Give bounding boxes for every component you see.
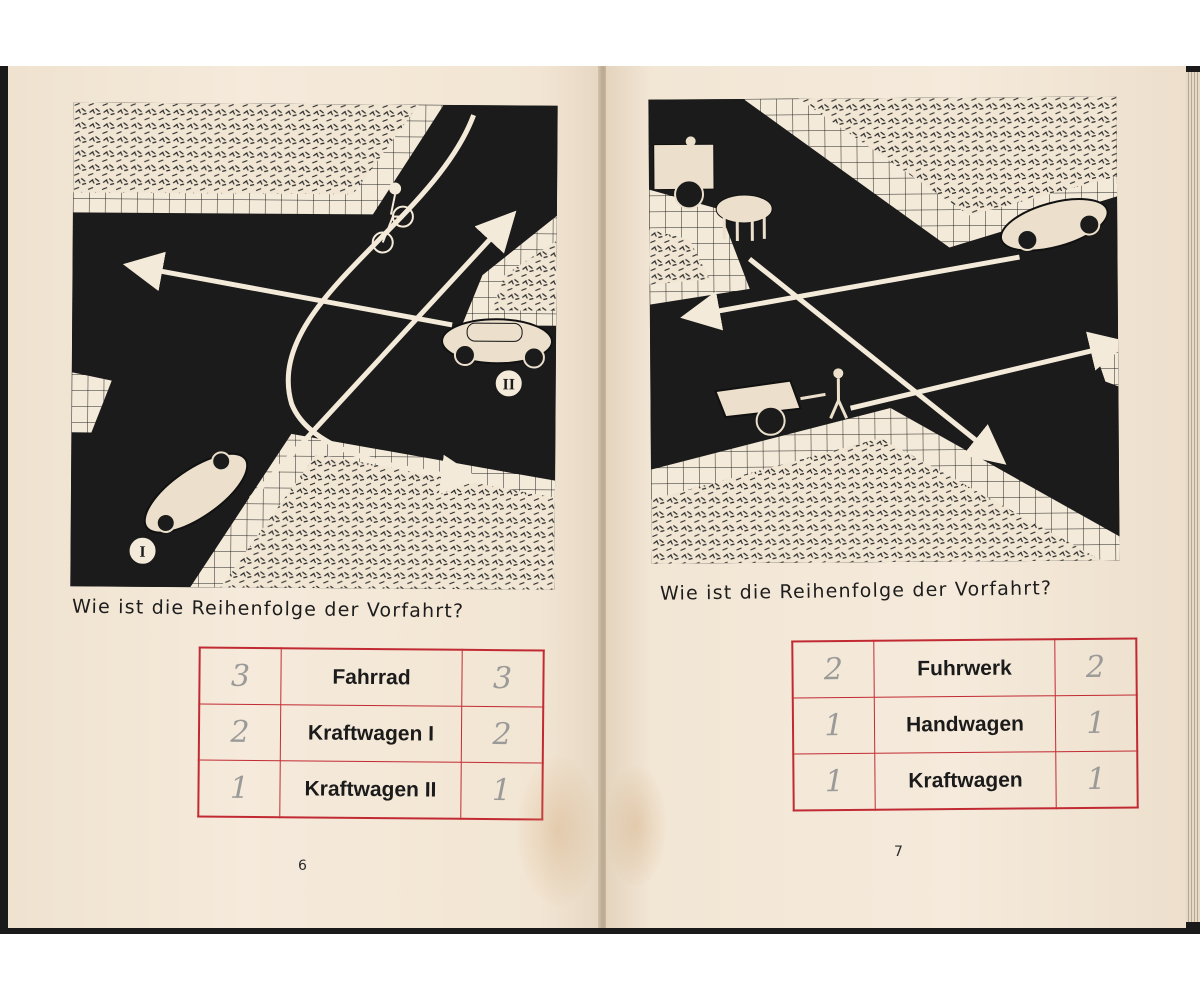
right-mark: 2: [461, 706, 543, 763]
right-mark: 1: [461, 762, 543, 819]
left-answer-table: [197, 646, 544, 820]
left-intersection-drawing: [70, 102, 557, 589]
right-mark: 2: [1055, 639, 1137, 696]
left-mark: 1: [793, 697, 875, 754]
table-row: [793, 751, 1137, 810]
row-label: Fahrrad: [281, 648, 462, 706]
row-label: Handwagen: [874, 696, 1055, 754]
left-intersection-illustration: [70, 102, 557, 589]
book-spread: [0, 66, 1200, 934]
right-intersection-drawing: [648, 96, 1119, 563]
table-row: [199, 704, 543, 763]
row-label: Kraftwagen II: [280, 761, 461, 819]
paper-stain: [518, 756, 598, 906]
left-mark: 1: [198, 760, 280, 817]
right-page-number: 7: [894, 844, 903, 860]
left-page-number: 6: [298, 858, 307, 874]
left-mark: 1: [793, 753, 875, 810]
right-page: [606, 66, 1186, 928]
row-label: Kraftwagen: [875, 752, 1056, 810]
page-edges: [1186, 72, 1200, 922]
left-mark: 3: [199, 648, 281, 705]
marker-i: I: [139, 543, 146, 561]
row-label: Kraftwagen I: [280, 705, 461, 763]
row-label: Fuhrwerk: [874, 639, 1055, 697]
table-row: [198, 760, 542, 819]
right-mark: 3: [462, 650, 544, 707]
right-mark: 1: [1055, 695, 1137, 752]
right-answer-table: [791, 637, 1138, 811]
marker-ii: II: [502, 376, 516, 394]
left-page: [8, 66, 600, 928]
left-question: Wie ist die Reihenfolge der Vorfahrt?: [71, 595, 465, 623]
right-question: Wie ist die Reihenfolge der Vorfahrt?: [659, 577, 1053, 605]
table-row: [199, 648, 543, 707]
right-mark: 1: [1056, 751, 1138, 808]
left-mark: 2: [199, 704, 281, 761]
left-mark: 2: [792, 641, 874, 698]
table-row: [792, 639, 1136, 698]
table-row: [793, 695, 1137, 754]
paper-stain: [606, 766, 666, 886]
right-intersection-illustration: [648, 96, 1119, 563]
